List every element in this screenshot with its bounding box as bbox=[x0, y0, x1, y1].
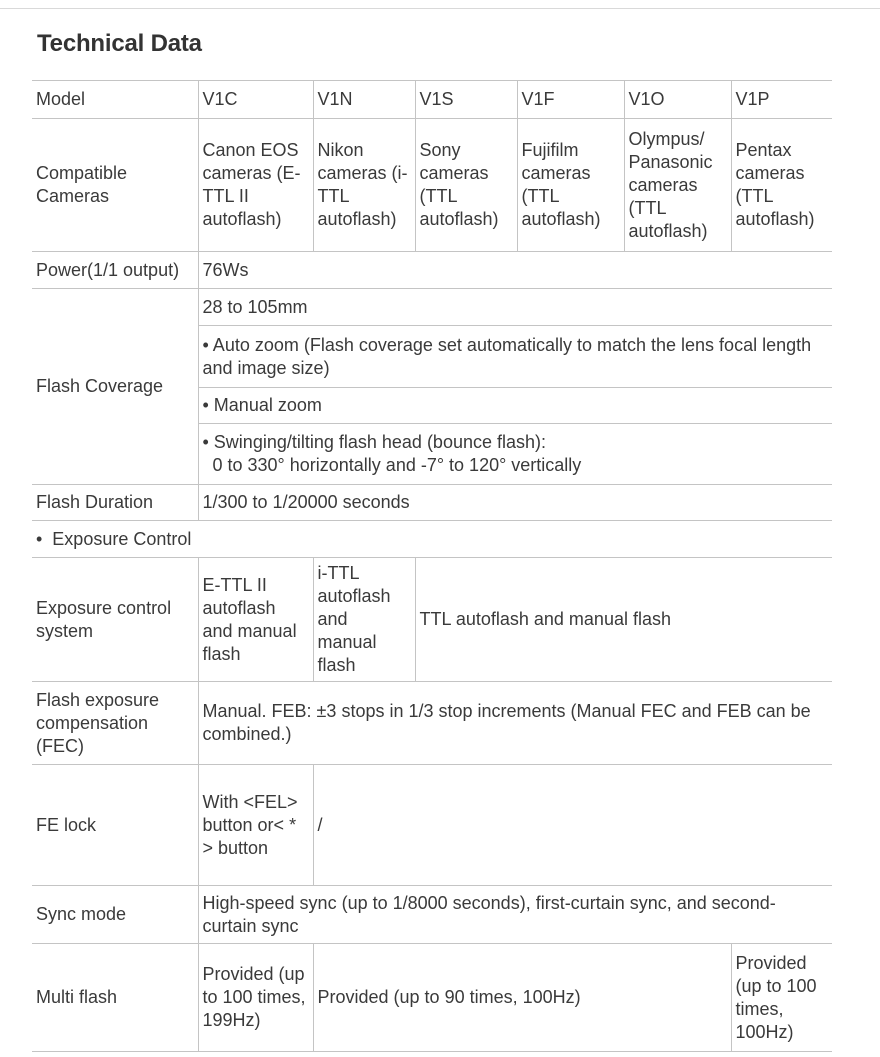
exposure-system-others: TTL autoflash and manual flash bbox=[415, 558, 832, 682]
compatible-v1f: Fujifilm cameras (TTL autoflash) bbox=[517, 119, 624, 252]
table-row-fe-lock bbox=[32, 765, 832, 886]
page-title: Technical Data bbox=[37, 30, 202, 57]
table-row-flash-coverage bbox=[32, 289, 832, 326]
compatible-v1n: Nikon cameras (i-TTL autoflash) bbox=[313, 119, 415, 252]
table-row-compatible-cameras bbox=[32, 119, 832, 252]
flash-duration-value: 1/300 to 1/20000 seconds bbox=[198, 485, 832, 521]
table-row-multi-flash bbox=[32, 944, 832, 1052]
row-label-flash-duration: Flash Duration bbox=[32, 485, 198, 521]
model-v1f: V1F bbox=[517, 81, 624, 119]
coverage-swinging-head: • Swinging/tilting flash head (bounce flash): 0 to 330° horizontally and -7° to 120° vertically bbox=[198, 424, 832, 485]
technical-data-table bbox=[32, 80, 832, 1052]
multi-flash-v1p: Provided (up to 100 times, 100Hz) bbox=[731, 944, 832, 1052]
row-label-exposure-system: Exposure control system bbox=[32, 558, 198, 682]
fe-lock-others: / bbox=[313, 765, 832, 886]
table-row-power bbox=[32, 252, 832, 289]
row-label-sync-mode: Sync mode bbox=[32, 886, 198, 944]
table-row-exposure-system bbox=[32, 558, 832, 682]
compatible-v1s: Sony cameras (TTL autoflash) bbox=[415, 119, 517, 252]
multi-flash-middle: Provided (up to 90 times, 100Hz) bbox=[313, 944, 731, 1052]
compatible-v1o: Olympus/ Panasonic cameras (TTL autoflash) bbox=[624, 119, 731, 252]
coverage-manual-zoom: • Manual zoom bbox=[198, 388, 832, 424]
model-v1n: V1N bbox=[313, 81, 415, 119]
top-divider bbox=[0, 8, 880, 9]
exposure-system-v1c: E-TTL II autoflash and manual flash bbox=[198, 558, 313, 682]
section-heading-exposure-control: • Exposure Control bbox=[32, 521, 832, 558]
table-row-flash-duration bbox=[32, 485, 832, 521]
row-label-multi-flash: Multi flash bbox=[32, 944, 198, 1052]
row-label-power: Power(1/1 output) bbox=[32, 252, 198, 289]
row-label-model: Model bbox=[32, 81, 198, 119]
row-label-fec: Flash exposure compensation (FEC) bbox=[32, 682, 198, 765]
model-v1p: V1P bbox=[731, 81, 832, 119]
table-row-model bbox=[32, 81, 832, 119]
model-v1c: V1C bbox=[198, 81, 313, 119]
exposure-system-v1n: i-TTL autoflash and manual flash bbox=[313, 558, 415, 682]
coverage-auto-zoom: • Auto zoom (Flash coverage set automatically to match the lens focal length and image size) bbox=[198, 326, 832, 388]
table-row-sync-mode bbox=[32, 886, 832, 944]
power-value: 76Ws bbox=[198, 252, 832, 289]
row-label-compatible-cameras: Compatible Cameras bbox=[32, 119, 198, 252]
model-v1s: V1S bbox=[415, 81, 517, 119]
row-label-fe-lock: FE lock bbox=[32, 765, 198, 886]
compatible-v1c: Canon EOS cameras (E-TTL II autoflash) bbox=[198, 119, 313, 252]
fe-lock-v1c: With <FEL> button or< * > button bbox=[198, 765, 313, 886]
table-row-exposure-section bbox=[32, 521, 832, 558]
multi-flash-v1c: Provided (up to 100 times, 199Hz) bbox=[198, 944, 313, 1052]
sync-mode-value: High-speed sync (up to 1/8000 seconds), first-curtain sync, and second-curtain sync bbox=[198, 886, 832, 944]
fec-value: Manual. FEB: ±3 stops in 1/3 stop increments (Manual FEC and FEB can be combined.) bbox=[198, 682, 832, 765]
model-v1o: V1O bbox=[624, 81, 731, 119]
row-label-flash-coverage: Flash Coverage bbox=[32, 289, 198, 485]
compatible-v1p: Pentax cameras (TTL autoflash) bbox=[731, 119, 832, 252]
table-row-fec bbox=[32, 682, 832, 765]
coverage-range: 28 to 105mm bbox=[198, 289, 832, 326]
